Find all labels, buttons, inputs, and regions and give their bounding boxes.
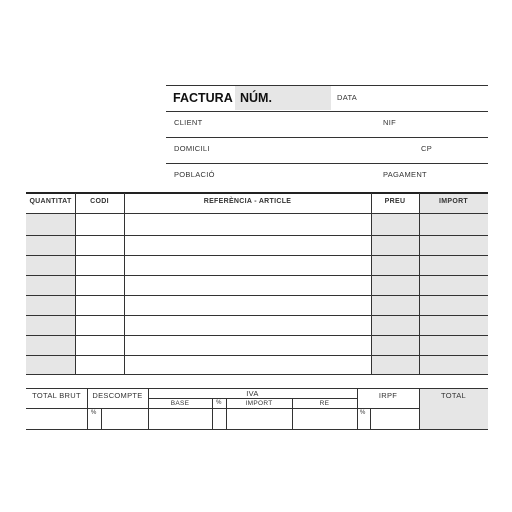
discount-label: DESCOMPTE [92, 391, 143, 400]
amount-column-shade [419, 194, 488, 374]
totals-header-rule [26, 408, 419, 409]
iva-amount-label: IMPORT [245, 400, 273, 407]
totals-bottom-rule [26, 429, 488, 430]
irpf-percent-label: % [360, 410, 366, 416]
nif-label: NIF [383, 118, 396, 127]
iva-label: IVA [246, 389, 259, 398]
iva-re-label: RE [319, 400, 330, 407]
iva-subheader-rule [148, 398, 357, 399]
table-bottom-rule [26, 374, 488, 375]
header-rule [166, 85, 488, 86]
client-label: CLIENT [174, 118, 203, 127]
price-header: PREU [384, 198, 406, 205]
header-rule [166, 137, 488, 138]
column-divider [124, 193, 125, 374]
date-label: DATA [337, 93, 358, 102]
reference-article-header: REFERÈNCIA - ARTICLE [203, 198, 292, 205]
amount-header: IMPORT [438, 198, 469, 205]
column-divider [371, 193, 372, 374]
column-divider [75, 193, 76, 374]
invoice-title: FACTURA [173, 91, 233, 105]
iva-percent-label: % [216, 400, 222, 406]
address-label: DOMICILI [174, 144, 210, 153]
column-divider [419, 193, 420, 374]
postal-code-label: CP [421, 144, 433, 153]
iva-base-label: BASE [170, 400, 190, 407]
gross-total-label: TOTAL BRUT [32, 391, 81, 400]
code-header: CODI [90, 198, 109, 205]
quantity-column-shade [26, 213, 75, 374]
invoice-number-label: NÚM. [240, 91, 272, 105]
header-rule [166, 111, 488, 112]
quantity-header: QUANTITAT [29, 198, 72, 205]
price-column-shade [371, 213, 419, 374]
town-label: POBLACIÓ [174, 170, 215, 179]
irpf-label: IRPF [378, 391, 398, 400]
payment-label: PAGAMENT [383, 170, 427, 179]
header-rule [166, 163, 488, 164]
total-label: TOTAL [441, 391, 466, 400]
discount-percent-label: % [91, 410, 97, 416]
totals-divider [101, 408, 102, 429]
totals-divider [370, 408, 371, 429]
